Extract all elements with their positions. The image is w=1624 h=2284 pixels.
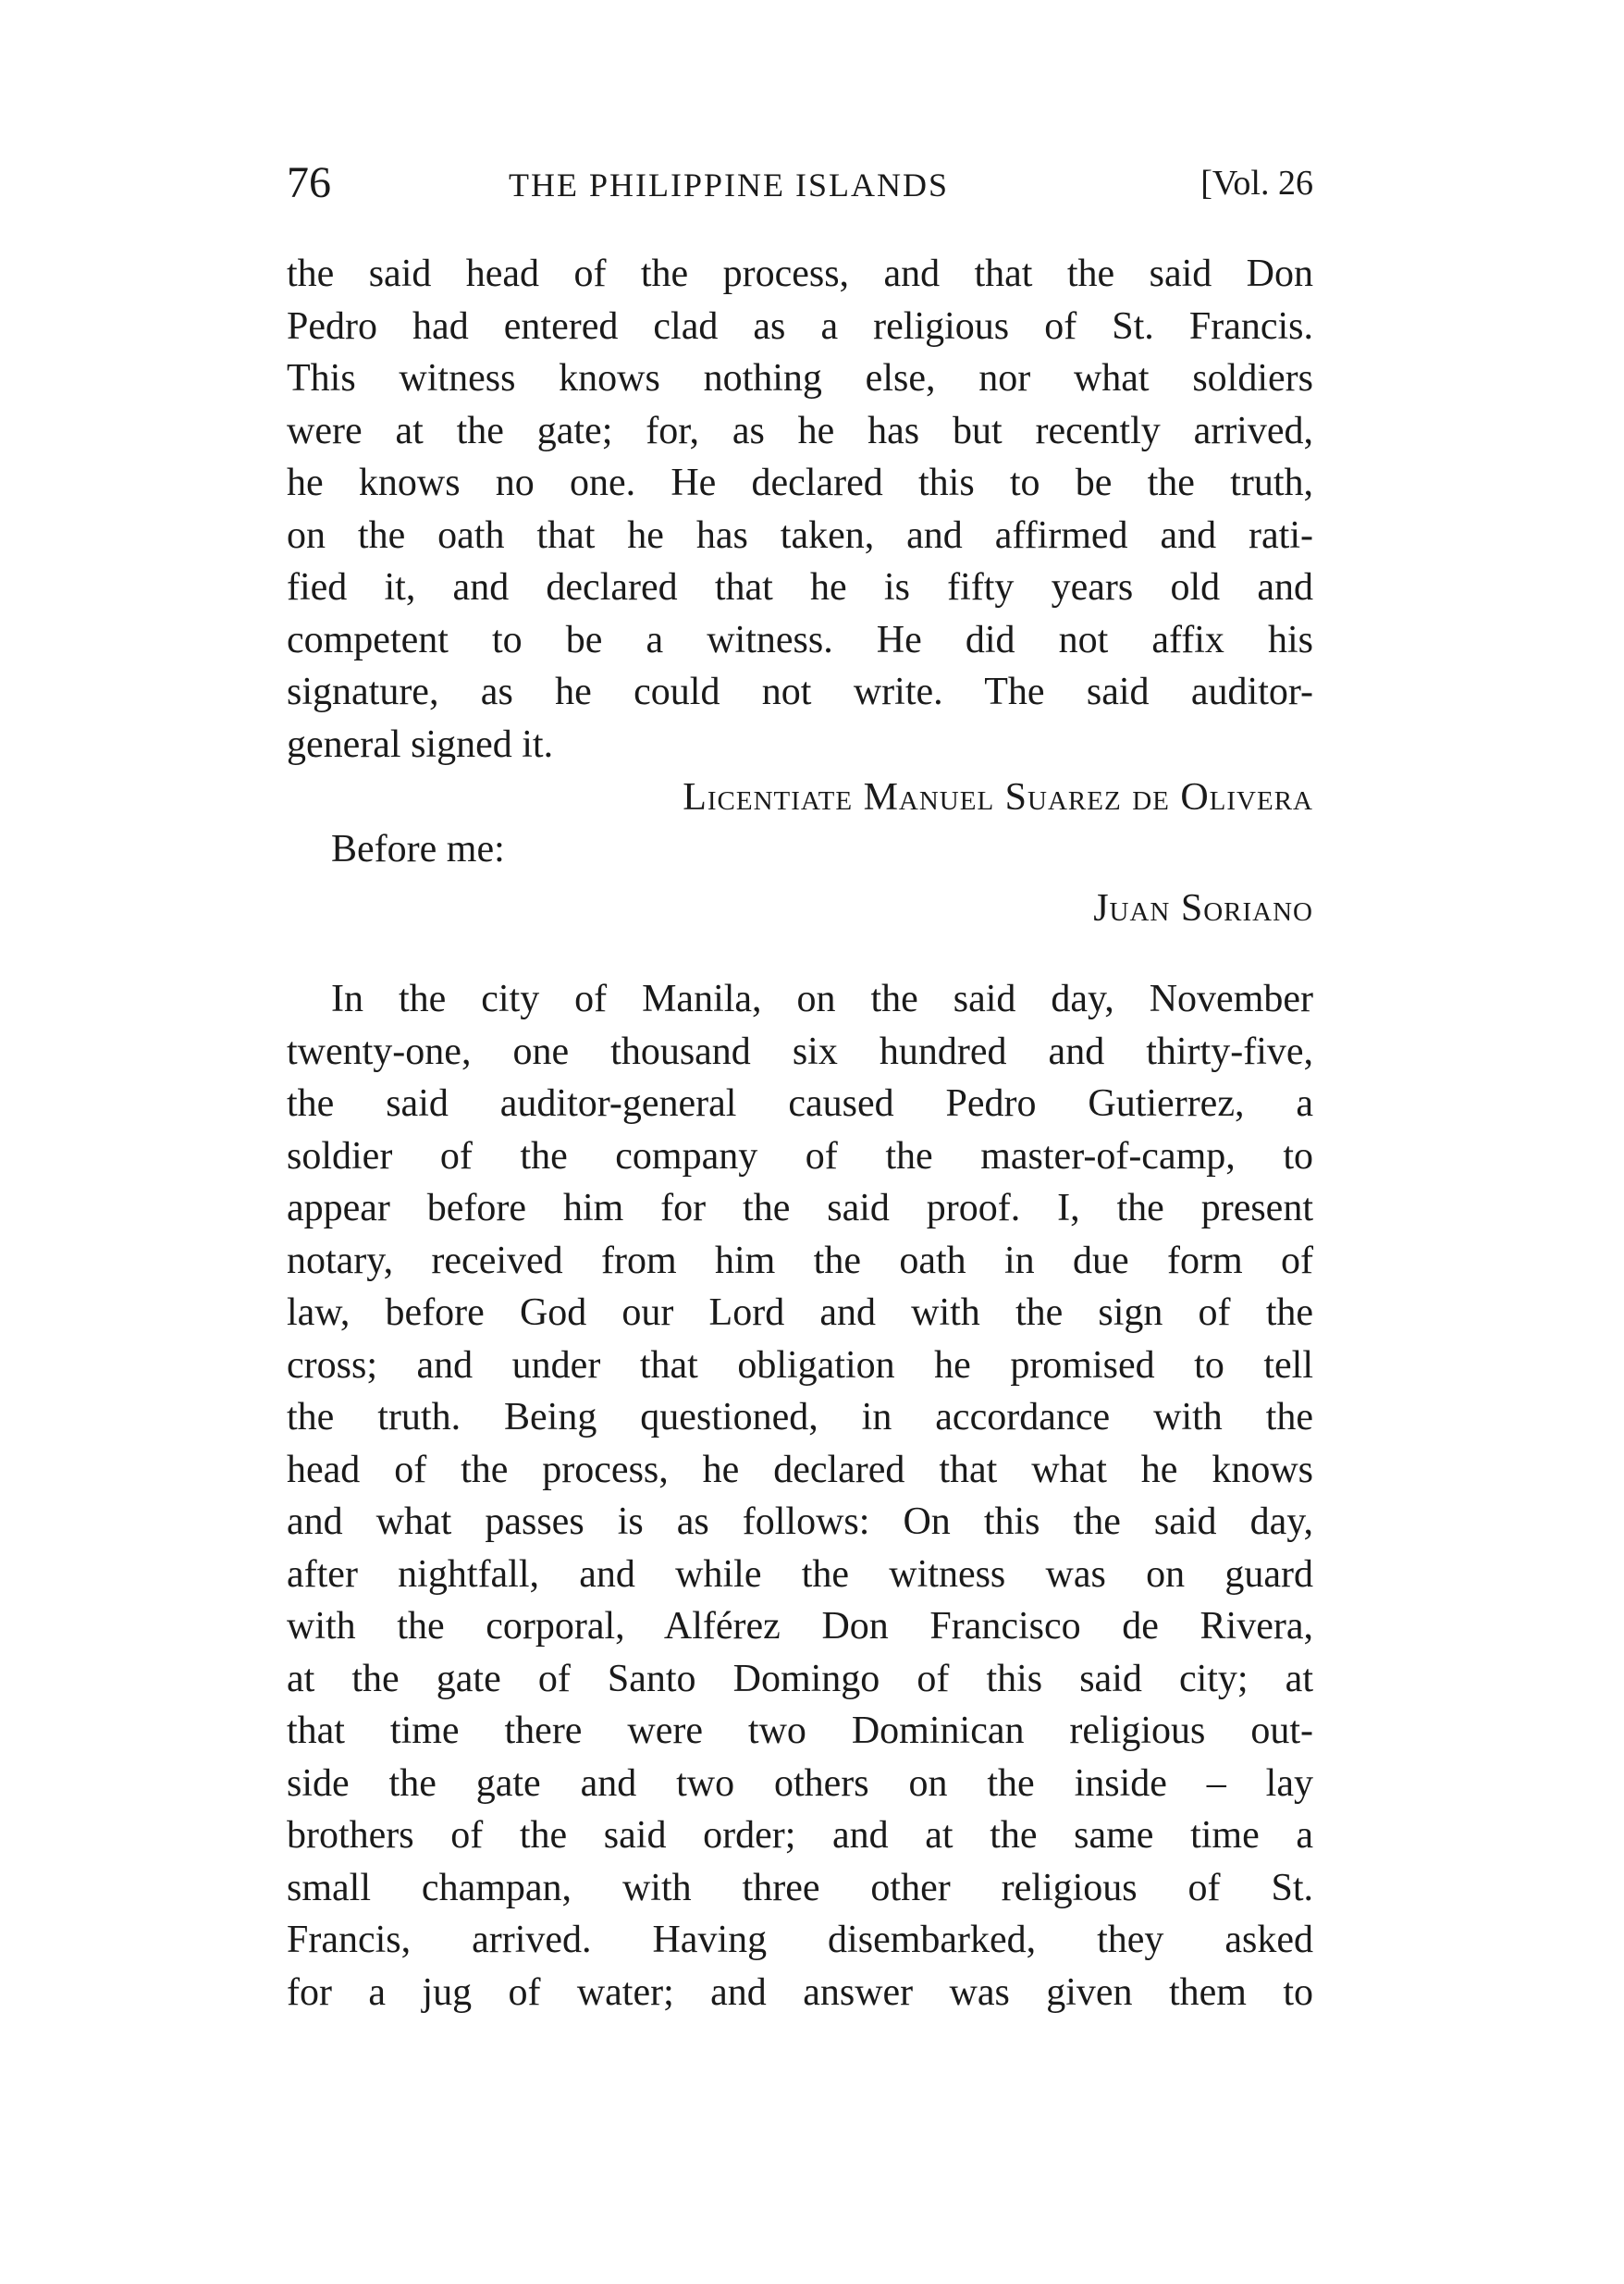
text-line: signature, as he could not write. The said auditor- — [287, 671, 1313, 713]
text-line: This witness knows nothing else, nor what soldiers — [287, 357, 1313, 400]
text-line: and what passes is as follows: On this the said day, — [287, 1500, 1313, 1543]
text-line: head of the process, he declared that what he knows — [287, 1448, 1313, 1491]
before-me-label: Before me: — [331, 828, 505, 870]
text-line: notary, received from him the oath in due form of — [287, 1239, 1313, 1282]
text-line: after nightfall, and while the witness was on guard — [287, 1552, 1313, 1596]
text-line: for a jug of water; and answer was given them to — [287, 1970, 1313, 2014]
text-line: general signed it. — [287, 722, 554, 766]
text-line: law, before God our Lord and with the sign of the — [287, 1291, 1313, 1334]
running-head — [287, 155, 1313, 211]
text-line: side the gate and two others on the inside – lay — [287, 1761, 1313, 1805]
text-line: small champan, with three other religious of St. — [287, 1866, 1313, 1909]
signature-licentiate: Licentiate Manuel Suarez de Olivera — [683, 776, 1313, 819]
text-line: In the city of Manila, on the said day, November — [331, 978, 1313, 1020]
text-line: the said head of the process, and that the said Don — [287, 253, 1313, 295]
text-line: the truth. Being questioned, in accordance with the — [287, 1396, 1313, 1438]
text-line: at the gate of Santo Domingo of this said city; at — [287, 1657, 1313, 1700]
text-line: with the corporal, Alférez Don Francisco de Rivera, — [287, 1605, 1313, 1648]
text-line: brothers of the said order; and at the same time a — [287, 1814, 1313, 1857]
text-line: competent to be a witness. He did not affix his — [287, 618, 1313, 661]
signature-notary: Juan Soriano — [1093, 887, 1313, 930]
text-line: on the oath that he has taken, and affirmed and rati- — [287, 513, 1313, 557]
text-line: cross; and under that obligation he promised to tell — [287, 1343, 1313, 1387]
text-line: the said auditor-general caused Pedro Gutierrez, a — [287, 1082, 1313, 1125]
volume-label: [Vol. 26 — [1200, 164, 1313, 203]
text-line: Francis, arrived. Having disembarked, they asked — [287, 1919, 1313, 1961]
text-line: Pedro had entered clad as a religious of St. Francis. — [287, 304, 1313, 348]
text-line: appear before him for the said proof. I, the present — [287, 1187, 1313, 1229]
text-line: fied it, and declared that he is fifty years old and — [287, 566, 1313, 609]
text-line: he knows no one. He declared this to be the truth, — [287, 462, 1313, 504]
text-line: that time there were two Dominican religious out- — [287, 1710, 1313, 1752]
text-line: soldier of the company of the master-of-camp, to — [287, 1134, 1313, 1178]
text-line: were at the gate; for, as he has but recently arrived, — [287, 409, 1313, 452]
paragraph-testimony-end — [287, 248, 1313, 771]
page-number: 76 — [287, 158, 331, 207]
book-title: THE PHILIPPINE ISLANDS — [509, 167, 949, 204]
text-line: twenty-one, one thousand six hundred and thirty-five, — [287, 1030, 1313, 1073]
paragraph-pedro-gutierrez — [287, 973, 1313, 2019]
